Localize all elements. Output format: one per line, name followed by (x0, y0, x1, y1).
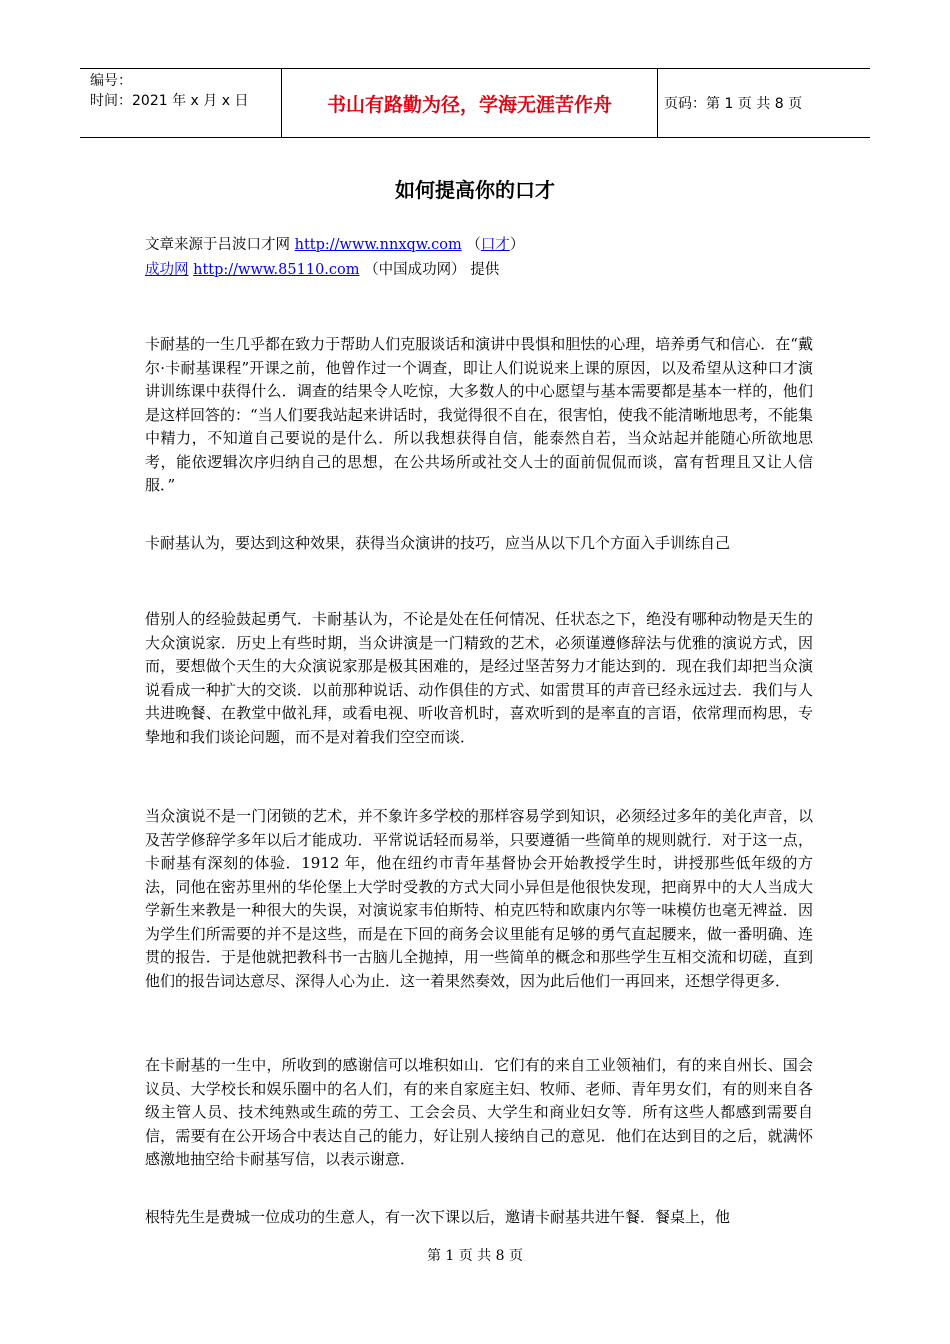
paragraph-2: 卡耐基认为，要达到这种效果，获得当众演讲的技巧，应当从以下几个方面入手训练自己 (145, 534, 731, 552)
paragraph-6: 根特先生是费城一位成功的生意人，有一次下课以后，邀请卡耐基共进午餐．餐桌上，他 (145, 1208, 731, 1226)
paragraph-1: 卡耐基的一生几乎都在致力于帮助人们克服谈话和演讲中畏惧和胆怯的心理，培养勇气和信心．在“戴尔·卡耐基课程”开课之前，他曾作过一个调查，即让人们说说来上课的原因，以及希望从这种口才演讲训练课中获得什么．调查的结果令人吃惊，大多数人的中心愿望与基本需要都是基本一样的，他们是这样回答的：“当人们要我站起来讲话时，我觉得很不自在，很害怕，使我不能清晰地思考，不能集中精力，不知道自己要说的是什么．所以我想获得自信，能泰然自若，当众站起并能随心所欲地思考，能依逻辑次序归纳自己的思想，在公共场所或社交人士的面前侃侃而谈，富有哲理且又让人信服．” (145, 335, 813, 494)
header-motto: 书山有路勤为径，学海无涯苦作舟 (282, 69, 658, 137)
source-paren-open: （ (466, 237, 481, 253)
header-page-info: 页码：第 1 页 共 8 页 (664, 96, 803, 112)
source-suffix: （中国成功网） 提供 (364, 262, 500, 278)
paragraph-5: 在卡耐基的一生中，所收到的感谢信可以堆积如山．它们有的来自工业领袖们，有的来自州长、国会议员、大学校长和娱乐圈中的名人们，有的来自家庭主妇、牧师、老师、青年男女们，有的则来自各级主管人员、技术纯熟或生疏的劳工、工会会员、大学生和商业妇女等．所有这些人都感到需要自信，需要有在公开场合中表达自己的能力，好让别人接纳自己的意见．他们在达到目的之后，就满怀感激地抽空给卡耐基写信，以表示谢意． (145, 1056, 813, 1168)
header-meta-cell (80, 69, 282, 137)
source-url-link-1[interactable]: http://www.nnxqw.com (294, 237, 462, 253)
source-prefix: 文章来源于吕波口才网 (145, 237, 290, 253)
header-time-label: 时间：2021 年 x 月 x 日 (90, 93, 249, 109)
page-header (80, 68, 870, 138)
source-paren-close: ） (509, 237, 525, 253)
paragraph-3: 借别人的经验鼓起勇气．卡耐基认为，不论是处在任何情况、任状态之下，绝没有哪种动物是天生的大众演说家．历史上有些时期，当众讲演是一门精致的艺术，必须谨遵修辞法与优雅的演说方式，因而，要想做个天生的大众演说家那是极其困难的，是经过坚苦努力才能达到的．现在我们却把当众演说看成一种扩大的交谈．以前那种说话、动作俱佳的方式、如雷贯耳的声音已经永远过去．我们与人共进晚餐、在教堂中做礼拜，或看电视、听收音机时，喜欢听到的是率直的言语，依常理而构思，专挚地和我们谈论问题，而不是对着我们空空而谈． (145, 610, 813, 746)
header-number-label: 编号： (90, 73, 132, 89)
paragraph-4: 当众演说不是一门闭锁的艺术，并不象许多学校的那样容易学到知识，必须经过多年的美化声音，以及苦学修辞学多年以后才能成功．平常说话轻而易举，只要遵循一些简单的规则就行．对于这一点，卡耐基有深刻的体验．1912 年，他在纽约市青年基督协会开始教授学生时，讲授那些低年级的方法，同他在密苏里州的华伦堡上大学时受教的方式大同小异但是他很快发现，把商界中的大人当成大学新生来教是一种很大的失误，对演说家韦伯斯特、柏克匹特和欧康内尔等一味模仿也毫无裨益．因为学生们所需要的并不是这些，而是在下回的商务会议里能有足够的勇气直起腰来，做一番明确、连贯的报告．于是他就把教科书一古脑儿全抛掉，用一些简单的概念和那些学生互相交流和切磋，直到他们的报告词达意尽、深得人心为止．这一着果然奏效，因为此后他们一再回来，还想学得更多． (145, 807, 813, 990)
source-line-1 (145, 233, 524, 257)
source-topic-link[interactable]: 口才 (480, 237, 510, 253)
page-footer: 第 1 页 共 8 页 (426, 1248, 524, 1264)
source-url-link-2[interactable]: http://www.85110.com (193, 262, 360, 278)
source-site-link[interactable]: 成功网 (145, 262, 189, 278)
document-title: 如何提高你的口才 (395, 178, 555, 202)
source-line-2 (145, 258, 499, 282)
